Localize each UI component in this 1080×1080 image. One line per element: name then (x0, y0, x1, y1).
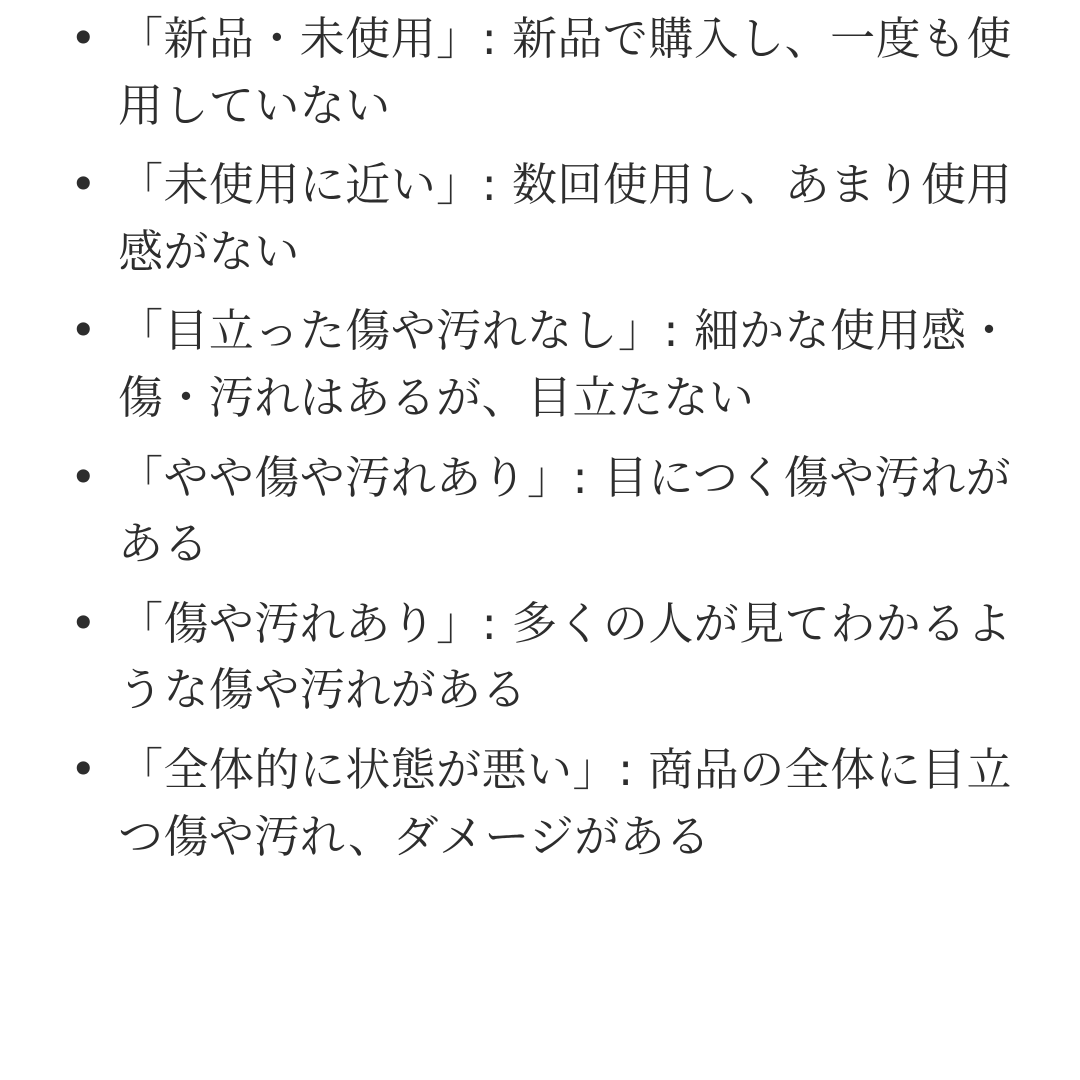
list-item (56, 445, 1020, 578)
list-item-text: 「全体的に状態が悪い」: 商品の全体に目立つ傷や汚れ、ダメージがある (118, 742, 1012, 863)
bullet-icon: • (70, 12, 97, 65)
list-item (56, 737, 1020, 870)
bullet-icon: • (70, 450, 97, 504)
list-item-text: 「傷や汚れあり」: 多くの人が見てわかるような傷や汚れがある (118, 596, 1012, 717)
list-item-text: 「目立った傷や汚れなし」: 細かな使用感・傷・汚れはあるが、目立たない (118, 304, 1012, 424)
list-item-text: 「やや傷や汚れあり」: 目につく傷や汚れがある (118, 450, 1012, 571)
list-item (56, 591, 1020, 724)
list-item (56, 298, 1020, 431)
condition-list (56, 6, 1020, 870)
bullet-icon: • (70, 158, 97, 212)
list-item-text: 「未使用に近い」: 数回使用し、あまり使用感がない (118, 158, 1012, 278)
bullet-icon: • (70, 596, 97, 650)
list-item-text: 「新品・未使用」: 新品で購入し、一度も使用していない (118, 12, 1012, 132)
bullet-icon: • (70, 742, 97, 796)
list-item (56, 152, 1020, 285)
bullet-icon: • (70, 304, 97, 358)
list-item (56, 6, 1020, 139)
